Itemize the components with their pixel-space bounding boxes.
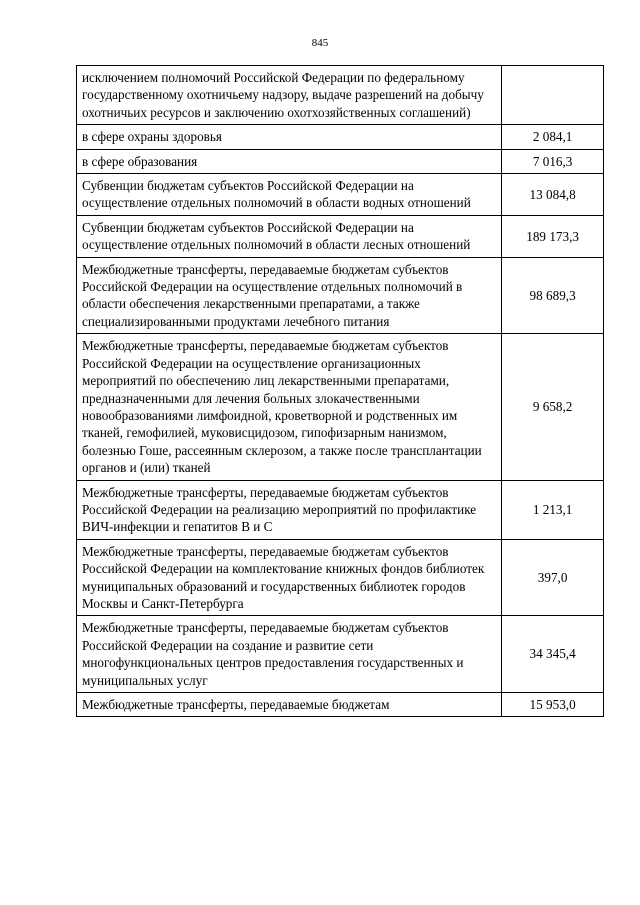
table-row [77,616,604,693]
row-description: Межбюджетные трансферты, передаваемые бюджетам субъектов Российской Федерации на реализацию мероприятий по профилактике ВИЧ-инфекции и гепатитов В и С [77,480,502,539]
row-description: Межбюджетные трансферты, передаваемые бюджетам субъектов Российской Федерации на создание и развитие сети многофункциональных центров предоставления государственных и муниципальных услуг [77,616,502,693]
row-description: Межбюджетные трансферты, передаваемые бюджетам субъектов Российской Федерации на осуществление отдельных полномочий в области обеспечения лекарственными препаратами, а также специализированными продуктами лечебного питания [77,257,502,334]
row-description: Межбюджетные трансферты, передаваемые бюджетам [77,693,502,717]
budget-table [76,65,604,717]
budget-table-body [77,66,604,717]
table-row [77,125,604,149]
row-amount: 98 689,3 [502,257,604,334]
table-row [77,174,604,216]
row-amount: 397,0 [502,539,604,616]
row-description: Субвенции бюджетам субъектов Российской Федерации на осуществление отдельных полномочий в области водных отношений [77,174,502,216]
row-description: исключением полномочий Российской Федерации по федеральному государственному охотничьему надзору, выдаче разрешений на добычу охотничьих ресурсов и заключению охотхозяйственных соглашений) [77,66,502,125]
row-amount [502,66,604,125]
row-description: Межбюджетные трансферты, передаваемые бюджетам субъектов Российской Федерации на осуществление организационных мероприятий по обеспечению лиц лекарственными препаратами, предназначенными для лечения больных злокачественными новообразованиями лимфоидной, кроветворной и родственных им тканей, гемофилией, муковисцидозом, гипофизарным нанизмом, болезнью Гоше, рассеянным склерозом, а также после трансплантации органов и (или) тканей [77,334,502,480]
row-amount: 9 658,2 [502,334,604,480]
row-amount: 7 016,3 [502,149,604,173]
table-row [77,257,604,334]
table-row [77,215,604,257]
page-number: 845 [311,37,329,49]
row-amount: 34 345,4 [502,616,604,693]
row-amount: 1 213,1 [502,480,604,539]
row-description: Межбюджетные трансферты, передаваемые бюджетам субъектов Российской Федерации на комплектование книжных фондов библиотек муниципальных образований и государственных библиотек городов Москвы и Санкт-Петербурга [77,539,502,616]
row-amount: 15 953,0 [502,693,604,717]
table-row [77,539,604,616]
row-description: в сфере образования [77,149,502,173]
table-row [77,334,604,480]
row-description: Субвенции бюджетам субъектов Российской Федерации на осуществление отдельных полномочий в области лесных отношений [77,215,502,257]
row-amount: 13 084,8 [502,174,604,216]
row-amount: 189 173,3 [502,215,604,257]
table-row [77,149,604,173]
table-row [77,480,604,539]
table-row [77,66,604,125]
table-row [77,693,604,717]
row-description: в сфере охраны здоровья [77,125,502,149]
row-amount: 2 084,1 [502,125,604,149]
